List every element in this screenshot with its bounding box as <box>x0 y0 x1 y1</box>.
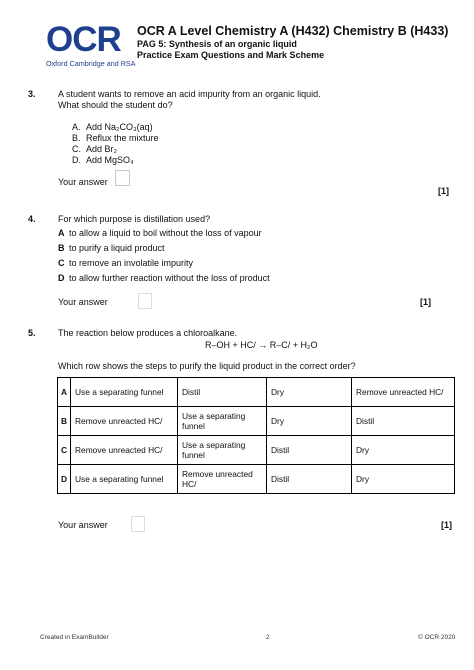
table-cell: Use a separating funnel <box>71 465 178 494</box>
table-cell: Dry <box>352 436 455 465</box>
table-cell: Remove unreacted HC/ <box>352 378 455 407</box>
question-5-number: 5. <box>28 328 36 338</box>
table-cell: Dry <box>267 407 352 436</box>
table-row-c[interactable] <box>58 436 455 465</box>
table-row-a[interactable] <box>58 378 455 407</box>
question-4-number: 4. <box>28 214 36 224</box>
q4-answer-label: Your answer <box>58 297 108 307</box>
logo-text: OCR <box>46 20 121 59</box>
question-5-text: Which row shows the steps to purify the liquid product in the correct order? <box>58 361 356 371</box>
q4-option-b[interactable]: B to purify a liquid product <box>58 243 165 253</box>
question-3-number: 3. <box>28 89 36 99</box>
question-5-equation: R–OH + HC/ → R–C/ + H₂O <box>205 340 318 350</box>
ocr-logo <box>40 20 136 68</box>
row-letter: D <box>58 465 71 494</box>
question-3-line-2: What should the student do? <box>58 100 173 110</box>
table-cell: Distil <box>352 407 455 436</box>
question-4-text: For which purpose is distillation used? <box>58 214 211 224</box>
table-cell: Remove unreacted HC/ <box>71 436 178 465</box>
subtitle-line-1: PAG 5: Synthesis of an organic liquid <box>137 39 297 49</box>
page-title: OCR A Level Chemistry A (H432) Chemistry B (H433) <box>137 24 449 38</box>
table-row-b[interactable] <box>58 407 455 436</box>
q4-option-c[interactable]: C to remove an involatile impurity <box>58 258 194 268</box>
table-cell: Remove unreacted HC/ <box>71 407 178 436</box>
footer-page-number: 2 <box>266 634 270 641</box>
q3-option-c[interactable]: C. Add Br₂ <box>72 144 118 154</box>
q3-answer-box[interactable] <box>115 170 130 186</box>
row-letter: A <box>58 378 71 407</box>
table-cell: Distil <box>178 378 267 407</box>
table-row-d[interactable] <box>58 465 455 494</box>
row-letter: C <box>58 436 71 465</box>
table-cell: Use a separating funnel <box>71 378 178 407</box>
q4-answer-box[interactable] <box>138 293 152 309</box>
purification-steps-table <box>57 377 455 494</box>
q3-option-d[interactable]: D. Add MgSO₄ <box>72 155 134 165</box>
table-cell: Use a separating funnel <box>178 436 267 465</box>
q3-option-b[interactable]: B. Reflux the mixture <box>72 133 159 143</box>
footer-created: Created in ExamBuilder <box>40 634 109 641</box>
question-3-options <box>72 122 159 165</box>
q4-marks: [1] <box>420 297 431 307</box>
table-cell: Use a separating funnel <box>178 407 267 436</box>
question-3-text <box>58 89 321 111</box>
question-3-line-1: A student wants to remove an acid impurity from an organic liquid. <box>58 89 321 99</box>
q5-answer-box[interactable] <box>131 516 145 532</box>
q5-answer-label: Your answer <box>58 520 108 530</box>
q4-option-a[interactable]: A to allow a liquid to boil without the loss of vapour <box>58 228 262 238</box>
table-cell: Distil <box>267 436 352 465</box>
question-5-intro: The reaction below produces a chloroalkane. <box>58 328 238 338</box>
q3-answer-label: Your answer <box>58 177 108 187</box>
q3-option-a[interactable]: A. Add Na₂CO₃(aq) <box>72 122 153 132</box>
q4-option-d[interactable]: D to allow further reaction without the loss of product <box>58 273 270 283</box>
q3-marks: [1] <box>438 186 449 196</box>
question-4-options <box>58 228 270 288</box>
q5-marks: [1] <box>441 520 452 530</box>
subtitle-line-2: Practice Exam Questions and Mark Scheme <box>137 50 325 60</box>
table-cell: Distil <box>267 465 352 494</box>
row-letter: B <box>58 407 71 436</box>
table-cell: Dry <box>267 378 352 407</box>
footer-copyright: © OCR 2020 <box>418 634 456 641</box>
table-cell: Remove unreacted HC/ <box>178 465 267 494</box>
logo-subtitle: Oxford Cambridge and RSA <box>46 59 136 68</box>
page-subtitle <box>137 39 324 61</box>
table-cell: Dry <box>352 465 455 494</box>
